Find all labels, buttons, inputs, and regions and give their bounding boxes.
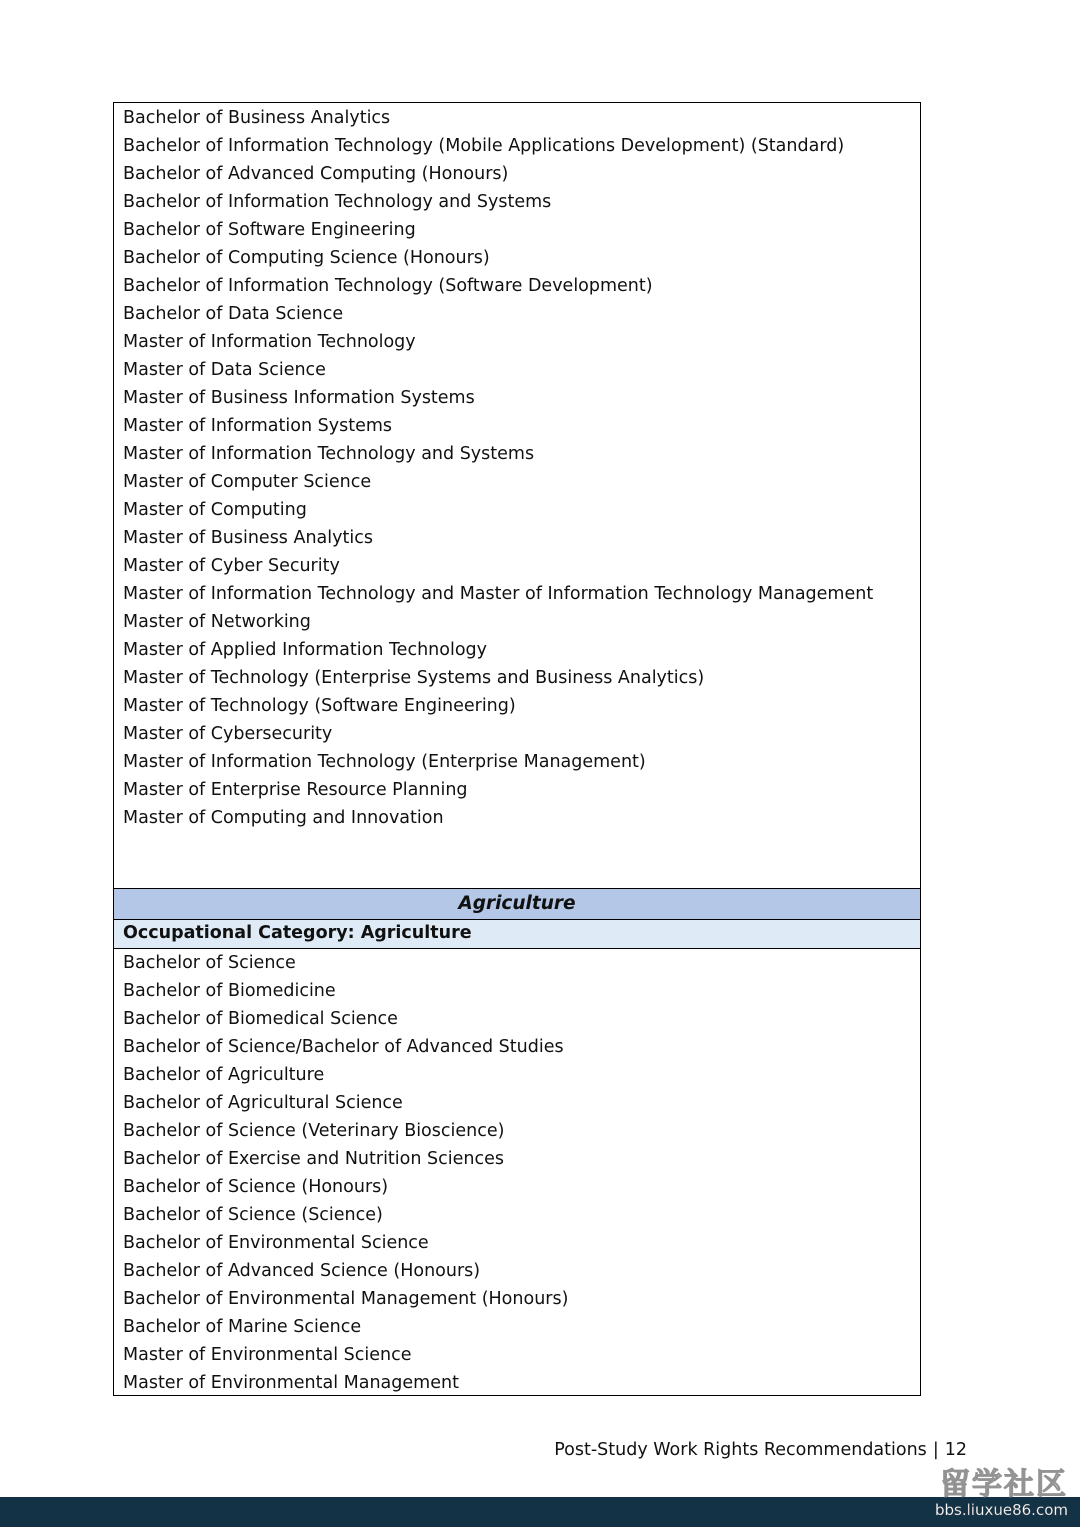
list-item: Bachelor of Science/Bachelor of Advanced Studies bbox=[123, 1037, 564, 1057]
list-item: Bachelor of Environmental Science bbox=[123, 1233, 429, 1253]
list-item: Master of Information Technology and Master of Information Technology Management bbox=[123, 584, 874, 604]
list-item: Bachelor of Advanced Science (Honours) bbox=[123, 1261, 481, 1281]
list-item: Bachelor of Agriculture bbox=[123, 1065, 325, 1085]
list-item: Master of Technology (Software Engineering) bbox=[123, 696, 516, 716]
list-item: Bachelor of Advanced Computing (Honours) bbox=[123, 164, 509, 184]
occupational-category-label: Occupational Category: Agriculture bbox=[114, 920, 920, 949]
list-item: Master of Data Science bbox=[123, 360, 326, 380]
list-item: Master of Information Technology bbox=[123, 332, 416, 352]
list-item: Master of Business Information Systems bbox=[123, 388, 475, 408]
footer-bar bbox=[0, 1497, 1080, 1527]
program-table bbox=[113, 102, 921, 1396]
it-program-list bbox=[114, 104, 920, 832]
list-item: Master of Information Technology (Enterprise Management) bbox=[123, 752, 646, 772]
list-item: Bachelor of Data Science bbox=[123, 304, 344, 324]
list-item: Bachelor of Information Technology (Software Development) bbox=[123, 276, 653, 296]
list-item: Bachelor of Information Technology and Systems bbox=[123, 192, 552, 212]
list-item: Bachelor of Biomedicine bbox=[123, 981, 336, 1001]
list-item: Bachelor of Computing Science (Honours) bbox=[123, 248, 490, 268]
list-item: Master of Business Analytics bbox=[123, 528, 373, 548]
list-item: Bachelor of Business Analytics bbox=[123, 108, 391, 128]
list-item: Bachelor of Agricultural Science bbox=[123, 1093, 403, 1113]
list-item: Master of Cyber Security bbox=[123, 556, 340, 576]
watermark-url: bbs.liuxue86.com bbox=[935, 1501, 1068, 1519]
list-item: Bachelor of Science (Veterinary Bioscience) bbox=[123, 1121, 505, 1141]
list-item: Bachelor of Science (Science) bbox=[123, 1205, 383, 1225]
list-item: Master of Information Systems bbox=[123, 416, 392, 436]
list-item: Bachelor of Information Technology (Mobile Applications Development) (Standard) bbox=[123, 136, 845, 156]
list-item: Bachelor of Marine Science bbox=[123, 1317, 362, 1337]
list-item: Bachelor of Science bbox=[123, 953, 296, 973]
section-header-agriculture: Agriculture bbox=[114, 888, 920, 920]
page-number: 12 bbox=[944, 1440, 967, 1460]
list-item: Master of Cybersecurity bbox=[123, 724, 333, 744]
list-item: Bachelor of Biomedical Science bbox=[123, 1009, 398, 1029]
list-item: Master of Information Technology and Systems bbox=[123, 444, 535, 464]
list-item: Bachelor of Exercise and Nutrition Sciences bbox=[123, 1149, 504, 1169]
list-item: Master of Networking bbox=[123, 612, 311, 632]
list-item: Bachelor of Science (Honours) bbox=[123, 1177, 389, 1197]
footer-separator: | bbox=[932, 1440, 939, 1460]
watermark bbox=[935, 1469, 1068, 1519]
list-item: Master of Environmental Management bbox=[123, 1373, 459, 1393]
list-item: Master of Applied Information Technology bbox=[123, 640, 487, 660]
list-item: Master of Computer Science bbox=[123, 472, 372, 492]
list-item: Master of Computing and Innovation bbox=[123, 808, 444, 828]
watermark-logo-text: 留学社区 bbox=[940, 1467, 1068, 1502]
list-item: Master of Technology (Enterprise Systems and Business Analytics) bbox=[123, 668, 705, 688]
footer-title: Post-Study Work Rights Recommendations bbox=[554, 1440, 927, 1460]
agriculture-program-list bbox=[114, 949, 920, 1397]
list-item: Bachelor of Environmental Management (Honours) bbox=[123, 1289, 569, 1309]
page-footer bbox=[554, 1437, 967, 1463]
list-item: Master of Computing bbox=[123, 500, 307, 520]
list-item: Bachelor of Software Engineering bbox=[123, 220, 416, 240]
list-item: Master of Enterprise Resource Planning bbox=[123, 780, 468, 800]
list-item: Master of Environmental Science bbox=[123, 1345, 412, 1365]
